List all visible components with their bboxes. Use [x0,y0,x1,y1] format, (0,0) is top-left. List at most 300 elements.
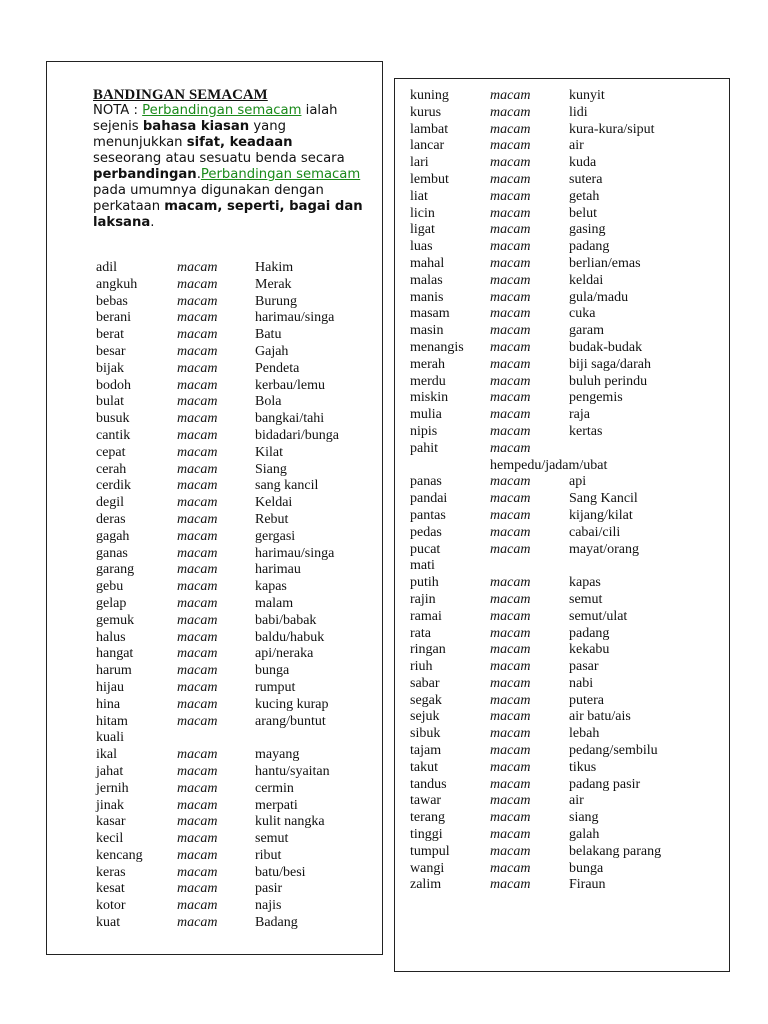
comparison-text: kuda [569,155,597,171]
word-text: kotor [96,898,126,914]
comparison-text: semut [569,591,603,607]
macam-text: macam [490,373,531,389]
word-text: sibuk [410,726,441,742]
comparison-text: Kilat [255,444,283,460]
word-text: kecil [96,831,124,847]
word-text: degil [96,495,124,511]
macam-text: macam [177,747,218,763]
word-text: ramai [410,608,442,624]
list-item [96,546,376,563]
macam-text: macam [490,860,531,876]
list-item [96,579,376,596]
list-item [96,781,376,798]
word-text: keras [96,864,126,880]
macam-text: macam [490,88,531,103]
comparison-text: Sang Kancil [569,491,638,507]
list-item [96,512,376,529]
list-item [96,495,376,512]
word-text: segak [410,692,442,708]
page-title: BANDINGAN SEMACAM [93,87,268,103]
comparison-text: keldai [569,272,604,288]
word-text: mahal [410,255,445,271]
word-text: kuali [96,730,124,746]
word-text: cantik [96,427,131,443]
comparison-text: Bola [255,394,282,410]
comparison-text: nabi [569,675,594,691]
macam-text: macam [177,427,218,443]
word-text: lembut [410,171,449,187]
macam-text: macam [490,810,531,826]
word-text: hijau [96,679,124,695]
comparison-text: kulit nangka [255,814,325,830]
word-text: angkuh [96,276,138,292]
comparison-text: arang/buntut [255,713,326,729]
list-item [410,642,710,659]
macam-text: macam [490,104,531,120]
word-text: halus [96,629,126,645]
word-text: gemuk [96,612,135,628]
macam-text: macam [177,629,218,645]
comparison-text: putera [569,692,604,708]
comparison-text: ribut [255,847,282,863]
list-item [410,172,710,189]
word-text: cerdik [96,478,131,494]
macam-text: macam [490,759,531,775]
word-text: tawar [410,793,442,809]
word-text: takut [410,759,438,775]
macam-text: macam [490,423,531,439]
list-item [410,793,710,810]
word-text: panas [410,474,442,490]
comparison-text: semut [255,831,289,847]
word-text: ikal [96,747,117,763]
macam-text: macam [177,864,218,880]
comparison-text: cermin [255,780,294,796]
list-item [96,411,376,428]
list-item [410,709,710,726]
word-text: besar [96,343,126,359]
comparison-text: siang [569,810,599,826]
list-item [410,777,710,794]
macam-text: macam [177,595,218,611]
word-text: lambat [410,121,449,137]
list-item [410,491,710,508]
word-text: zalim [410,877,442,893]
list-item [410,508,710,525]
word-text: merah [410,356,445,372]
word-text: kurus [410,104,442,120]
comparison-text: kapas [255,579,287,595]
comparison-text: kekabu [569,642,610,658]
word-text: bulat [96,394,124,410]
comparison-text: kapas [569,575,601,591]
note-bold: sifat, keadaan [186,135,293,150]
macam-text: macam [177,394,218,410]
list-item [410,827,710,844]
word-text: cerah [96,461,127,477]
macam-text: macam [490,743,531,759]
list-item [410,273,710,290]
comparison-text: harimau [255,562,301,578]
comparison-text: najis [255,898,282,914]
word-text: sejuk [410,709,440,725]
macam-text: macam [490,491,531,507]
macam-text: macam [177,461,218,477]
list-item [410,256,710,273]
comparison-text: kijang/kilat [569,507,633,523]
comparison-text: kertas [569,423,603,439]
comparison-text: Merak [255,276,292,292]
macam-text: macam [490,507,531,523]
macam-text: macam [177,377,218,393]
macam-text: macam [177,646,218,662]
comparison-text: padang pasir [569,776,641,792]
list-item [410,458,710,475]
note-text: pada umumnya digunakan dengan perkataan [93,183,324,214]
word-text: tumpul [410,843,450,859]
nota-label: NOTA : [93,103,138,118]
list-item [96,445,376,462]
macam-text: macam [490,390,531,406]
list-item [96,915,376,932]
note-text: yang menunjukkan [93,119,286,150]
list-item [410,424,710,441]
list-item [96,680,376,697]
macam-text: macam [177,310,218,326]
macam-text: macam [490,188,531,204]
macam-text: macam [490,541,531,557]
comparison-text: Badang [255,915,298,931]
word-text: hangat [96,646,134,662]
word-text: terang [410,810,445,826]
macam-text: macam [490,339,531,355]
list-item [96,428,376,445]
comparison-text: getah [569,188,600,204]
comparison-text: air [569,793,584,809]
left-page [46,61,383,955]
macam-text: macam [177,881,218,897]
macam-text: macam [177,276,218,292]
list-item [410,122,710,139]
list-item [410,306,710,323]
macam-text: macam [490,205,531,221]
comparison-text: Hakim [255,260,294,275]
comparison-text: harimau/singa [255,545,335,561]
comparison-text: kura-kura/siput [569,121,655,137]
note-paragraph [93,103,365,231]
comparison-text: babi/babak [255,612,317,628]
list-item [410,877,710,894]
macam-text: macam [490,877,531,893]
word-text: gelap [96,595,127,611]
list-item [410,390,710,407]
macam-text: macam [177,327,218,343]
macam-text: macam [490,306,531,322]
macam-text: macam [177,478,218,494]
word-text: hina [96,696,121,712]
macam-text: macam [177,696,218,712]
macam-text: macam [177,411,218,427]
right-word-list [410,88,710,894]
macam-text: macam [490,692,531,708]
word-text: nipis [410,423,438,439]
list-item [410,609,710,626]
macam-text: macam [177,528,218,544]
macam-text: macam [490,138,531,154]
list-item [96,462,376,479]
list-item [410,474,710,491]
word-text: gagah [96,528,130,544]
macam-text: macam [490,625,531,641]
list-item [96,310,376,327]
list-item [410,760,710,777]
word-text: menangis [410,339,464,355]
list-item [96,478,376,495]
note-bold: bahasa kiasan [142,119,250,134]
list-item [96,277,376,294]
word-text: licin [410,205,435,221]
comparison-text: sutera [569,171,603,187]
word-text: pahit [410,440,438,456]
word-text: pantas [410,507,446,523]
list-item [96,898,376,915]
comparison-text: kunyit [569,88,605,103]
word-text: riuh [410,659,433,675]
list-item [96,714,376,731]
list-item [96,865,376,882]
macam-text: macam [490,222,531,238]
comparison-text: Gajah [255,343,289,359]
word-text: kasar [96,814,126,830]
list-item [410,676,710,693]
word-text: rata [410,625,431,641]
word-text: ligat [410,222,435,238]
macam-text: macam [177,898,218,914]
word-text: deras [96,511,126,527]
macam-text: macam [490,171,531,187]
list-item [96,344,376,361]
macam-text: macam [177,545,218,561]
comparison-text: Pendeta [255,360,300,376]
macam-text: macam [490,642,531,658]
macam-text: macam [490,255,531,271]
list-item [96,613,376,630]
comparison-text: gula/madu [569,289,629,305]
comparison-text: air batu/ais [569,709,631,725]
macam-text: macam [177,511,218,527]
list-item [410,239,710,256]
macam-text: macam [177,444,218,460]
word-text: masam [410,306,450,322]
word-text: masin [410,323,444,339]
list-item [410,340,710,357]
macam-text: macam [490,440,531,456]
word-text: miskin [410,390,449,406]
word-text: malas [410,272,443,288]
comparison-text: gasing [569,222,606,238]
list-item [96,798,376,815]
macam-text: macam [177,847,218,863]
list-item [410,810,710,827]
comparison-text: padang [569,625,610,641]
comparison-text: cuka [569,306,596,322]
list-item [96,630,376,647]
macam-text: macam [177,797,218,813]
word-text: adil [96,260,117,275]
word-text: tandus [410,776,447,792]
macam-text: macam [490,474,531,490]
list-item [96,646,376,663]
list-item [96,361,376,378]
macam-text: macam [490,407,531,423]
macam-text: macam [490,121,531,137]
comparison-text: gergasi [255,528,296,544]
comparison-text: bunga [569,860,604,876]
comparison-text: harimau/singa [255,310,335,326]
comparison-text: Burung [255,293,297,309]
list-item [410,844,710,861]
macam-text: macam [490,591,531,607]
macam-text: macam [490,827,531,843]
word-text: kencang [96,847,143,863]
macam-text: macam [490,793,531,809]
macam-text: macam [490,155,531,171]
word-text: berani [96,310,131,326]
list-item [96,730,376,747]
word-text: tajam [410,743,442,759]
macam-text: macam [490,709,531,725]
word-text: wangi [410,860,445,876]
word-text: berat [96,327,124,343]
word-text: liat [410,188,428,204]
comparison-text: bunga [255,663,290,679]
comparison-text: mayang [255,747,300,763]
list-item [96,831,376,848]
note-text: seseorang atau sesuatu benda secara [93,151,345,166]
list-item [410,575,710,592]
comparison-text: baldu/habuk [255,629,325,645]
list-item [410,659,710,676]
word-text: pedas [410,524,442,540]
note-punct: . [196,167,201,182]
link-perbandingan-semacam-2[interactable]: Perbandingan semacam [200,167,361,182]
note-text: ialah sejenis [93,103,338,134]
word-text: merdu [410,373,446,389]
list-item [96,394,376,411]
comparison-text: kucing kurap [255,696,329,712]
list-item [410,88,710,105]
macam-text: macam [490,675,531,691]
list-item [96,529,376,546]
list-item [410,726,710,743]
macam-text: macam [177,260,218,275]
comparison-text: sang kancil [255,478,319,494]
comparison-text: lebah [569,726,600,742]
list-item [96,378,376,395]
list-item [96,814,376,831]
list-item [96,596,376,613]
macam-text: macam [177,343,218,359]
word-text: bebas [96,293,128,309]
comparison-text: kerbau/lemu [255,377,325,393]
macam-text: macam [490,239,531,255]
macam-text: macam [177,814,218,830]
list-item [96,294,376,311]
word-text: mati [410,558,435,574]
comparison-text: biji saga/darah [569,356,652,372]
macam-text: macam [490,356,531,372]
list-item [410,407,710,424]
comparison-text: Batu [255,327,282,343]
list-item [96,764,376,781]
comparison-text: api [569,474,587,490]
word-text: ringan [410,642,446,658]
note-bold: perbandingan [93,167,197,182]
comparison-text: api/neraka [255,646,314,662]
word-text: rajin [410,591,436,607]
comparison-text: berlian/emas [569,255,641,271]
comparison-text: cabai/cili [569,524,621,540]
comparison-text: buluh perindu [569,373,648,389]
word-text: ganas [96,545,128,561]
comparison-text: raja [569,407,590,423]
macam-text: macam [177,915,218,931]
comparison-text: padang [569,239,610,255]
list-item [410,222,710,239]
word-text: harum [96,663,132,679]
comparison-text: hantu/syaitan [255,763,330,779]
word-text: jinak [96,797,124,813]
comparison-text: pasir [255,881,283,897]
note-block [93,87,365,231]
list-item [410,525,710,542]
list-item [410,206,710,223]
macam-text: macam [177,663,218,679]
comparison-text: budak-budak [569,339,643,355]
list-item [96,663,376,680]
word-text: jernih [96,780,129,796]
comparison-text: pedang/sembilu [569,743,658,759]
comparison-text: tikus [569,759,597,775]
comparison-text: garam [569,323,604,339]
list-item [96,562,376,579]
comparison-text: pengemis [569,390,623,406]
word-text: lari [410,155,429,171]
comparison-text: semut/ulat [569,608,628,624]
list-item [410,441,710,458]
macam-text: macam [490,776,531,792]
macam-text: macam [490,726,531,742]
comparison-text: Rebut [255,511,289,527]
macam-text: macam [177,831,218,847]
list-item [410,105,710,122]
link-perbandingan-semacam[interactable]: Perbandingan semacam [142,103,302,118]
word-text: kuat [96,915,121,931]
word-text: jahat [96,763,124,779]
macam-text: macam [177,579,218,595]
word-text: mulia [410,407,442,423]
macam-text: macam [177,763,218,779]
list-item [96,327,376,344]
list-item [410,323,710,340]
word-text: hitam [96,713,128,729]
macam-text: macam [490,272,531,288]
word-text: putih [410,575,439,591]
right-page [394,78,730,972]
macam-text: macam [490,575,531,591]
word-text: kuning [410,88,449,103]
word-text: garang [96,562,135,578]
